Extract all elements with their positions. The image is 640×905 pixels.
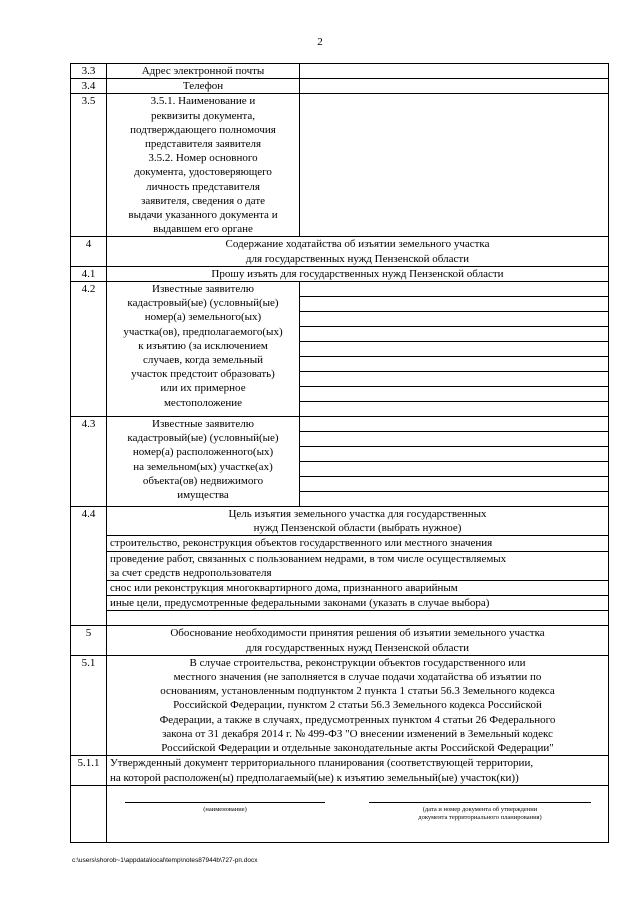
label-line: Российской Федерации и отдельные законодательные акты Российской Федерации" (161, 742, 554, 755)
row-3-3 (71, 64, 609, 79)
label-line: кадастровый(ые) (условный(ые) (127, 432, 279, 445)
label-line: участка(ов), предполагаемого(ых) (123, 325, 283, 338)
option-text[interactable]: иные цели, предусмотренные федеральными законами (указать в случае выбора) (107, 596, 609, 611)
row-5-1-1 (71, 756, 609, 785)
email-value-cell[interactable] (300, 64, 609, 79)
cadastral-entry-line[interactable] (300, 357, 608, 372)
row-4-1 (71, 266, 609, 281)
heading-line: для государственных нужд Пензенской области (245, 252, 470, 265)
underline (369, 802, 591, 803)
label-line: заявителя, сведения о дате (140, 194, 266, 207)
label-line: личность представителя (146, 180, 260, 193)
property-numbers-cell (300, 417, 609, 507)
row-label (107, 282, 300, 417)
cadastral-numbers-cell (300, 282, 609, 417)
empty-number-cell (71, 785, 107, 842)
label-line: основаниям, установленным подпунктом 2 пункта 1 статьи 56.3 Земельного кодекса (160, 685, 555, 698)
label-line: В случае строительства, реконструкции объектов государственного или (189, 656, 526, 669)
row-3-5 (71, 94, 609, 237)
label-line: Известные заявителю (152, 418, 254, 431)
label-line: к изъятию (за исключением (138, 339, 268, 352)
row-5-1 (71, 655, 609, 755)
cadastral-entry-line[interactable] (300, 297, 608, 312)
row-signature (71, 785, 609, 842)
planning-document-cell (107, 785, 609, 842)
row-4-3 (71, 417, 609, 507)
row-number: 3.5 (71, 94, 107, 237)
row-number: 4.4 (71, 507, 107, 626)
petition-form-table (70, 63, 609, 843)
field-caption: (наименование) (203, 805, 247, 813)
cadastral-entry-line[interactable] (300, 312, 608, 327)
property-entry-line[interactable] (300, 477, 608, 492)
label-line: 3.5.1. Наименование и (150, 95, 256, 108)
property-entry-line[interactable] (300, 417, 608, 432)
section-heading (107, 626, 609, 655)
label-line: выдачи указанного документа и (128, 209, 278, 222)
label-line: Известные заявителю (152, 283, 254, 296)
cadastral-entry-line[interactable] (300, 327, 608, 342)
option-text[interactable] (107, 551, 609, 580)
option-line: за счет средств недропользователя (110, 566, 272, 579)
row-label (107, 655, 609, 755)
representative-docs-cell[interactable] (300, 94, 609, 237)
heading-line: Цель изъятия земельного участка для государственных (228, 508, 487, 521)
purpose-option-demolition[interactable] (71, 581, 609, 596)
file-path-footer: c:\users\shorob~1\appdata\local\temp\notes87944b\727-рп.docx (72, 857, 258, 864)
label-line: Российской Федерации, пунктом 2 статьи 56.3 Земельного кодекса Российской (173, 699, 542, 712)
property-entry-line[interactable] (300, 492, 608, 506)
cadastral-entry-line[interactable] (300, 342, 608, 357)
row-4-2 (71, 282, 609, 417)
field-caption: документа территориального планирования) (418, 813, 542, 821)
row-number: 4.1 (71, 266, 107, 281)
label-line: 3.5.2. Номер основного (148, 152, 258, 165)
cadastral-entry-line[interactable] (300, 387, 608, 402)
option-text[interactable]: снос или реконструкция многоквартирного дома, признанного аварийным (107, 581, 609, 596)
label-line: реквизиты документа, (151, 109, 255, 122)
row-number: 5.1 (71, 655, 107, 755)
label-line: на которой расположен(ы) предполагаемый(ые) к изъятию земельный(ые) участок(ки)) (110, 771, 519, 784)
document-name-field[interactable] (125, 802, 325, 814)
section-heading (107, 507, 609, 536)
label-line: Федерации, а также в случаях, предусмотренных пунктом 4 статьи 26 Федерального (159, 713, 556, 726)
label-line: на земельном(ых) участке(ах) (133, 460, 273, 473)
label-line: имущества (177, 489, 229, 502)
label-line: местного значения (не заполняется в случае подачи ходатайства об изъятии по (173, 671, 542, 684)
label-line: выдавшем его органе (153, 223, 253, 236)
row-label: Телефон (107, 79, 300, 94)
label-line: документа, удостоверяющего (134, 166, 272, 179)
row-number: 5.1.1 (71, 756, 107, 785)
document-date-number-field[interactable] (369, 802, 591, 822)
label-line: представителя заявителя (144, 138, 262, 151)
property-entry-line[interactable] (300, 462, 608, 477)
row-number: 4.3 (71, 417, 107, 507)
row-label: Адрес электронной почты (107, 64, 300, 79)
label-line: местоположение (163, 396, 243, 409)
cadastral-entry-line[interactable] (300, 282, 608, 297)
purpose-option-other[interactable] (71, 596, 609, 611)
label-line: участок предстоит образовать) (131, 368, 275, 381)
row-number: 3.3 (71, 64, 107, 79)
underline (125, 802, 325, 803)
row-number: 4.2 (71, 282, 107, 417)
heading-line: для государственных нужд Пензенской области (245, 641, 470, 654)
row-label (107, 417, 300, 507)
purpose-option-construction[interactable] (71, 536, 609, 551)
page-number: 2 (317, 36, 323, 48)
row-label: Прошу изъять для государственных нужд Пензенской области (107, 266, 609, 281)
label-line: или их примерное (160, 382, 246, 395)
row-4 (71, 237, 609, 266)
cadastral-entry-line[interactable] (300, 402, 608, 416)
label-line: подтверждающего полномочия (130, 123, 276, 136)
label-line: объекта(ов) недвижимого (142, 474, 264, 487)
purpose-other-detail[interactable] (71, 611, 609, 626)
label-line: Утвержденный документ территориального планирования (соответствующей территории, (110, 757, 534, 770)
cadastral-entry-line[interactable] (300, 372, 608, 387)
heading-line: Содержание ходатайства об изъятии земельного участка (225, 238, 490, 251)
row-label (107, 94, 300, 237)
row-4-4 (71, 507, 609, 536)
label-line: номер(а) земельного(ых) (144, 311, 262, 324)
purpose-option-subsoil[interactable] (71, 551, 609, 580)
property-entry-line[interactable] (300, 432, 608, 447)
row-label (107, 756, 609, 785)
field-caption: (дата и номер документа об утверждении (422, 805, 538, 813)
label-line: закона от 31 декабря 2014 г. № 499-ФЗ "О внесении изменений в Земельный кодекс (162, 727, 553, 740)
property-entry-line[interactable] (300, 447, 608, 462)
row-number: 5 (71, 626, 107, 655)
option-text[interactable]: строительство, реконструкция объектов государственного или местного значения (107, 536, 609, 551)
row-5 (71, 626, 609, 655)
row-number: 3.4 (71, 79, 107, 94)
section-heading (107, 237, 609, 266)
heading-line: нужд Пензенской области (выбрать нужное) (253, 522, 462, 535)
other-detail-cell[interactable] (107, 611, 609, 626)
label-line: кадастровый(ые) (условный(ые) (127, 297, 279, 310)
option-line: проведение работ, связанных с пользованием недрами, в том числе осуществляемых (110, 552, 507, 565)
label-line: номер(а) расположенного(ых) (132, 446, 274, 459)
heading-line: Обоснование необходимости принятия решения об изъятии земельного участка (170, 627, 545, 640)
phone-value-cell[interactable] (300, 79, 609, 94)
row-number: 4 (71, 237, 107, 266)
row-3-4 (71, 79, 609, 94)
label-line: случаев, когда земельный (142, 354, 264, 367)
